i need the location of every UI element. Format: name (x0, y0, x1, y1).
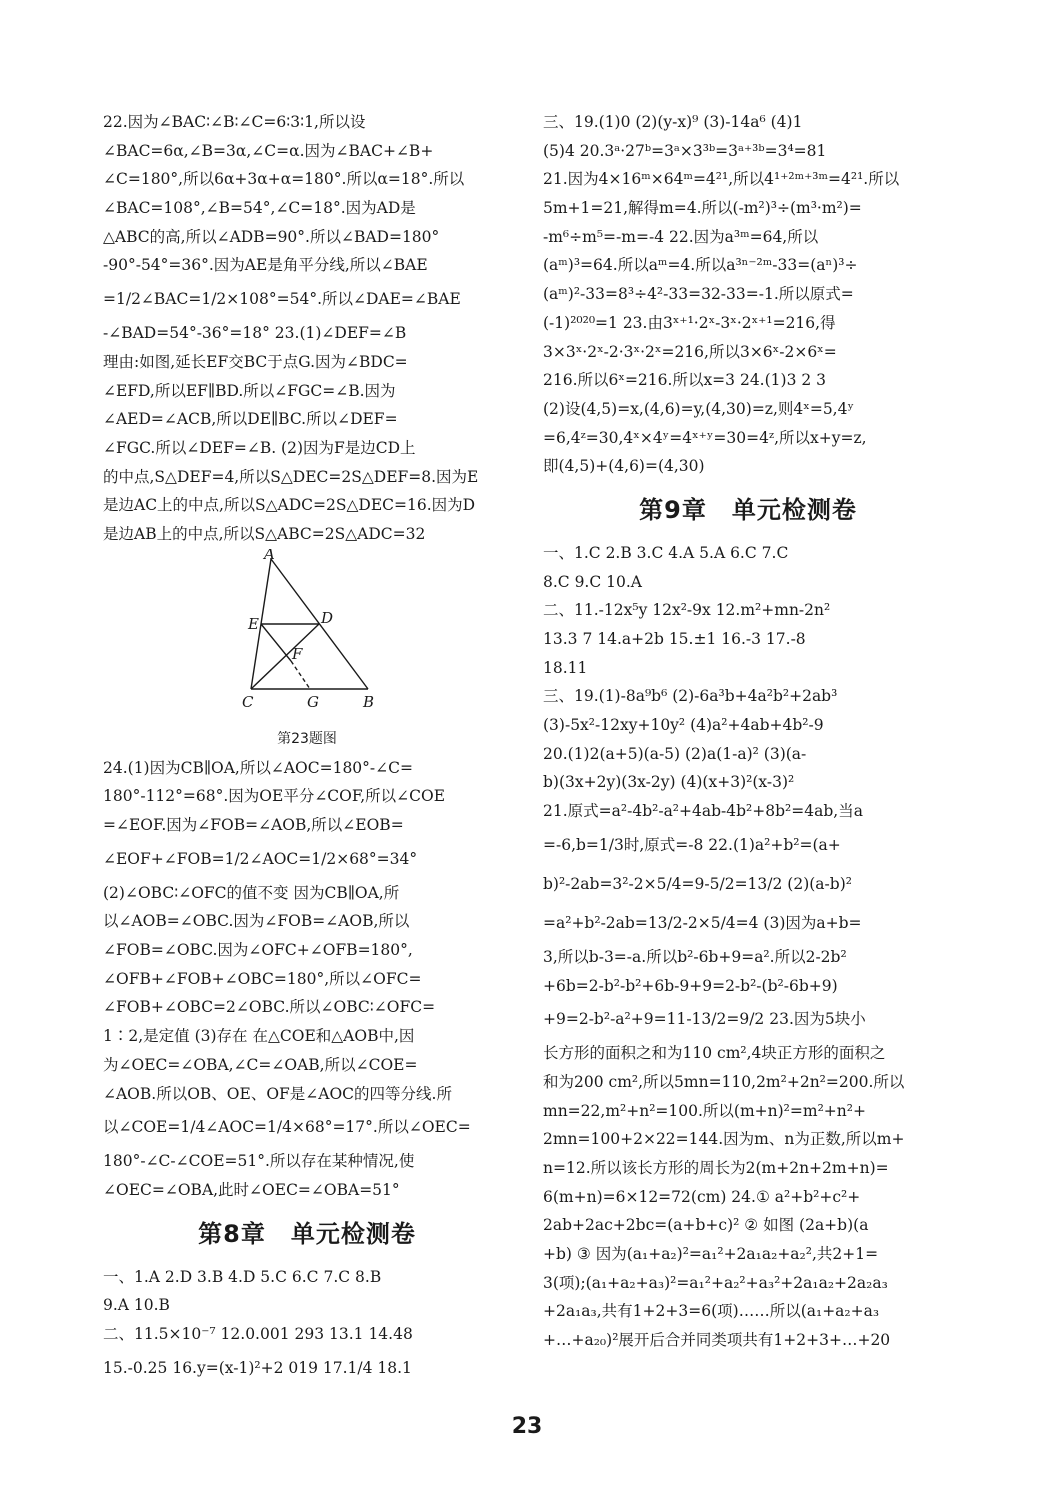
text-line: 13.3 7 14.a+2b 15.±1 16.-3 17.-8 (543, 630, 806, 648)
text-line: 8.C 9.C 10.A (543, 572, 642, 591)
chapter-9-answers (543, 539, 953, 1355)
label-C: C (242, 692, 254, 711)
text-line: 1∶2,是定值 (3)存在 在△COE和△AOB中,因 (103, 1027, 415, 1046)
chapter-8-heading: 第8章 单元检测卷 (198, 1219, 416, 1248)
chapter-8-answers (103, 1263, 511, 1388)
chapter-9-heading: 第9章 单元检测卷 (639, 495, 857, 524)
text-line: 2ab+2ac+2bc=(a+b+c)² ② 如图 (2a+b)(a (543, 1216, 869, 1235)
text-line: ∠BAC=6α,∠B=3α,∠C=α.因为∠BAC+∠B+ (103, 141, 434, 160)
text-line: 3(项);(a₁+a₂+a₃)²=a₁²+a₂²+a₃²+2a₁a₂+2a₂a₃ (543, 1273, 888, 1292)
text-line: 22.因为∠BAC∶∠B∶∠C=6∶3∶1,所以设 (103, 113, 366, 131)
text-line: ∠FOB=∠OBC.因为∠OFC+∠OFB=180°, (103, 941, 413, 960)
label-F: F (292, 644, 303, 663)
text-line: =6,4ᶻ=30,4ˣ×4ʸ=4ˣ⁺ʸ=30=4ᶻ,所以x+y=z, (543, 428, 867, 447)
label-B: B (363, 692, 375, 711)
text-line: n=12.所以该长方形的周长为2(m+2n+2m+n)= (543, 1158, 889, 1177)
segment-EF (261, 624, 291, 661)
text-line: 20.(1)2(a+5)(a-5) (2)a(1-a)² (3)(a- (543, 744, 807, 763)
text-line: mn=22,m²+n²=100.所以(m+n)²=m²+n²+ (543, 1101, 866, 1120)
text-line: ∠EOF+∠FOB=1/2∠AOC=1/2×68°=34° (103, 849, 418, 868)
label-D: D (321, 608, 334, 627)
right-column (543, 108, 953, 1355)
text-line: 为∠OEC=∠OBA,∠C=∠OAB,所以∠COE= (103, 1055, 418, 1074)
geometry-figure (103, 549, 511, 724)
text-line: ∠C=180°,所以6α+3α+α=180°.所以α=18°.所以 (103, 170, 465, 189)
answers-22-23 (103, 108, 511, 549)
text-line: 2mn=100+2×22=144.因为m、n为正数,所以m+ (543, 1130, 905, 1149)
text-line: (-1)²⁰²⁰=1 23.由3ˣ⁺¹·2ˣ-3ˣ·2ˣ⁺¹=216,得 (543, 313, 836, 332)
text-line: (2)设(4,5)=x,(4,6)=y,(4,30)=z,则4ˣ=5,4ʸ (543, 399, 855, 418)
text-line: 24.(1)因为CB∥OA,所以∠AOC=180°-∠C= (103, 758, 413, 777)
text-line: -∠BAD=54°-36°=18° 23.(1)∠DEF=∠B (103, 324, 407, 343)
text-line: 以∠AOB=∠OBC.因为∠FOB=∠AOB,所以 (103, 912, 410, 931)
segment-CD (251, 624, 319, 689)
text-line: ∠FGC.所以∠DEF=∠B. (2)因为F是边CD上 (103, 438, 416, 457)
text-line: 一、1.C 2.B 3.C 4.A 5.A 6.C 7.C (543, 543, 789, 562)
text-line: b)(3x+2y)(3x-2y) (4)(x+3)²(x-3)² (543, 773, 795, 792)
text-line: 6(m+n)=6×12=72(cm) 24.① a²+b²+c²+ (543, 1187, 861, 1206)
text-line: 216.所以6ˣ=216.所以x=3 24.(1)3 2 3 (543, 371, 827, 390)
text-line: b)²-2ab=3²-2×5/4=9-5/2=13/2 (2)(a-b)² (543, 874, 852, 893)
text-line: 即(4,5)+(4,6)=(4,30) (543, 457, 705, 476)
text-line: ∠AED=∠ACB,所以DE∥BC.所以∠DEF= (103, 410, 398, 429)
left-column (103, 108, 511, 1388)
text-line: 三、19.(1)-8a⁹b⁶ (2)-6a³b+4a²b²+2ab³ (543, 687, 838, 706)
text-line: 理由:如图,延长EF交BC于点G.因为∠BDC= (103, 352, 408, 371)
text-line: +…+a₂₀)²展开后合并同类项共有1+2+3+…+20 (543, 1331, 891, 1350)
text-line: ∠OEC=∠OBA,此时∠OEC=∠OBA=51° (103, 1180, 400, 1199)
text-line: (2)∠OBC∶∠OFC的值不变 因为CB∥OA,所 (103, 883, 400, 902)
text-line: 9.A 10.B (103, 1296, 170, 1315)
text-line: 5m+1=21,解得m=4.所以(-m²)³÷(m³·m²)= (543, 199, 862, 218)
text-line: ∠AOB.所以OB、OE、OF是∠AOC的四等分线.所 (103, 1084, 452, 1103)
text-line: (3)-5x²-12xy+10y² (4)a²+4ab+4b²-9 (543, 716, 824, 735)
text-line: 长方形的面积之和为110 cm²,4块正方形的面积之 (543, 1044, 886, 1063)
text-line: +6b=2-b²-b²+6b-9+9=2-b²-(b²-6b+9) (543, 976, 838, 995)
text-line: 180°-∠C-∠COE=51°.所以存在某种情况,使 (103, 1152, 415, 1171)
text-line: 180°-112°=68°.因为OE平分∠COF,所以∠COE (103, 787, 446, 806)
text-line: 三、19.(1)0 (2)(y-x)⁹ (3)-14a⁶ (4)1 (543, 113, 803, 131)
text-line: (aᵐ)³=64.所以aᵐ=4.所以a³ⁿ⁻²ᵐ-33=(aⁿ)³÷ (543, 256, 858, 275)
text-line: +2a₁a₃,共有1+2+3=6(项)……所以(a₁+a₂+a₃ (543, 1302, 880, 1321)
text-line: 一、1.A 2.D 3.B 4.D 5.C 6.C 7.C 8.B (103, 1267, 382, 1286)
text-line: ∠EFD,所以EF∥BD.所以∠FGC=∠B.因为 (103, 381, 396, 400)
triangle-diagram (228, 549, 388, 719)
text-line: 3,所以b-3=-a.所以b²-6b+9=a².所以2-2b² (543, 947, 847, 966)
answer-24 (103, 754, 511, 1205)
text-line: 的中点,S△DEF=4,所以S△DEC=2S△DEF=8.因为E (103, 467, 479, 486)
text-line: ∠BAC=108°,∠B=54°,∠C=18°.因为AD是 (103, 199, 416, 218)
text-line: 以∠COE=1/4∠AOC=1/4×68°=17°.所以∠OEC= (103, 1118, 471, 1137)
text-line: 3×3ˣ·2ˣ-2·3ˣ·2ˣ=216,所以3×6ˣ-2×6ˣ= (543, 342, 837, 361)
text-line: =a²+b²-2ab=13/2-2×5/4=4 (3)因为a+b= (543, 913, 862, 932)
text-line: =1/2∠BAC=1/2×108°=54°.所以∠DAE=∠BAE (103, 290, 461, 309)
text-line: -90°-54°=36°.因为AE是角平分线,所以∠BAE (103, 256, 428, 275)
text-line: △ABC的高,所以∠ADB=90°.所以∠BAD=180° (103, 227, 440, 246)
text-line: 是边AB上的中点,所以S△ABC=2S△ADC=32 (103, 524, 426, 543)
text-line: 21.因为4×16ᵐ×64ᵐ=4²¹,所以4¹⁺²ᵐ⁺³ᵐ=4²¹.所以 (543, 170, 900, 189)
figure-caption: 第23题图 (277, 730, 337, 747)
text-line: (aᵐ)²-33=8³÷4²-33=32-33=-1.所以原式= (543, 285, 854, 304)
label-E: E (248, 614, 259, 633)
label-A: A (264, 548, 275, 563)
text-line: =-6,b=1/3时,原式=-8 22.(1)a²+b²=(a+ (543, 835, 841, 854)
text-line: 21.原式=a²-4b²-a²+4ab-4b²+8b²=4ab,当a (543, 802, 863, 821)
text-line: ∠OFB+∠FOB+∠OBC=180°,所以∠OFC= (103, 969, 422, 988)
answers-19-24 (543, 108, 953, 481)
text-line: 是边AC上的中点,所以S△ADC=2S△DEC=16.因为D (103, 496, 476, 515)
text-line: (5)4 20.3ᵃ·27ᵇ=3ᵃ×3³ᵇ=3ᵃ⁺³ᵇ=3⁴=81 (543, 141, 827, 160)
text-line: 15.-0.25 16.y=(x-1)²+2 019 17.1/4 18.1 (103, 1358, 412, 1377)
text-line: =∠EOF.因为∠FOB=∠AOB,所以∠EOB= (103, 816, 404, 834)
label-G: G (307, 692, 319, 711)
text-line: -m⁶÷m⁵=-m=-4 22.因为a³ᵐ=64,所以 (543, 227, 819, 246)
segment-FG-dashed (291, 661, 310, 689)
text-line: ∠FOB+∠OBC=2∠OBC.所以∠OBC∶∠OFC= (103, 998, 436, 1017)
text-line: +9=2-b²-a²+9=11-13/2=9/2 23.因为5块小 (543, 1010, 866, 1029)
text-line: 二、11.-12x⁵y 12x²-9x 12.m²+mn-2n² (543, 601, 831, 620)
page-number: 23 (511, 1414, 543, 1439)
text-line: +b) ③ 因为(a₁+a₂)²=a₁²+2a₁a₂+a₂²,共2+1= (543, 1245, 879, 1263)
text-line: 二、11.5×10⁻⁷ 12.0.001 293 13.1 14.48 (103, 1324, 413, 1343)
text-line: 和为200 cm²,所以5mn=110,2m²+2n²=200.所以 (543, 1072, 905, 1091)
text-line: 18.11 (543, 658, 588, 677)
